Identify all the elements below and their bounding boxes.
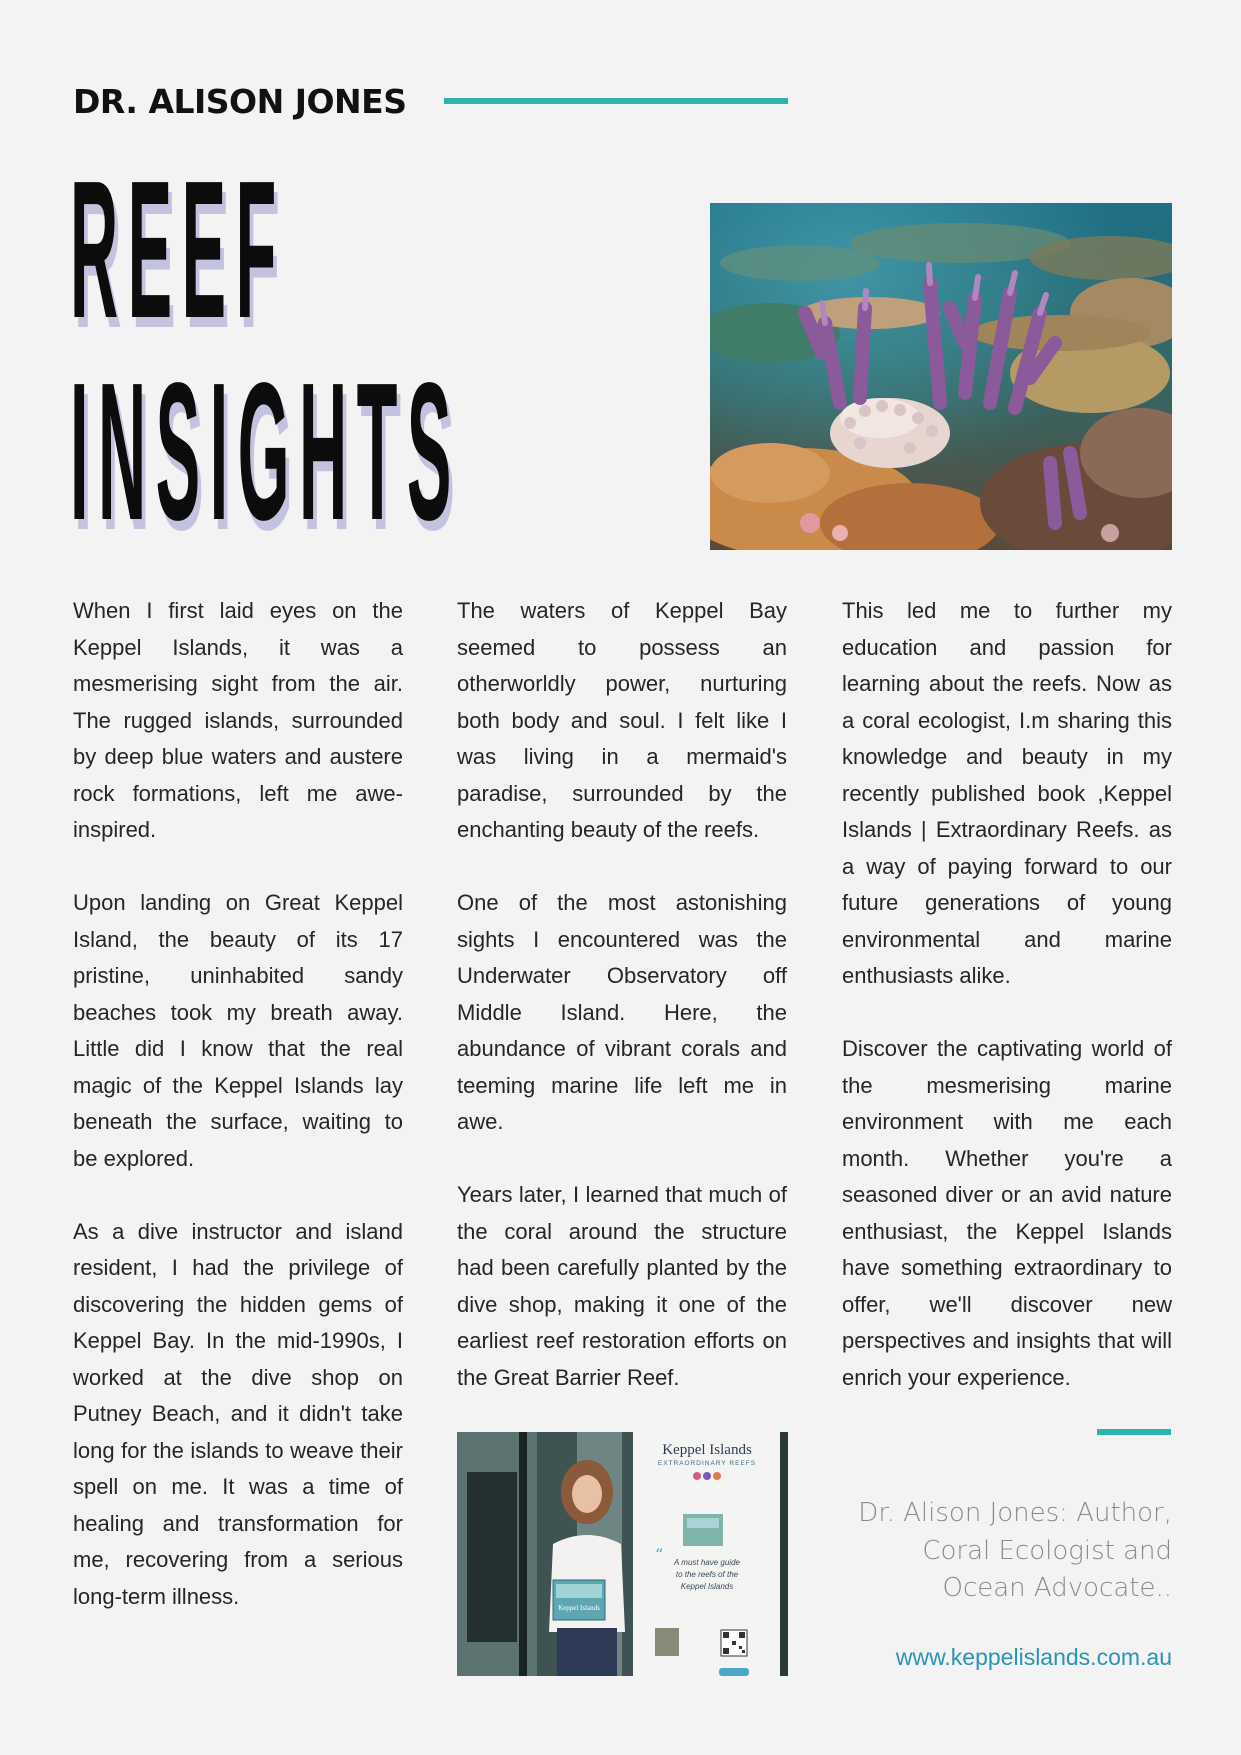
svg-text:“: “ <box>655 1545 664 1564</box>
paragraph: This led me to further my education and passion for learning about the reefs. Now as a coral ecologist, I.m sharing this knowledge and beauty in my recently published book ,Keppel Islands | Extraordinary Reefs. as a way of paying forward to our future generations of young environmental and marine enthusiasts alike. <box>842 598 1172 988</box>
paragraph: One of the most astonishing sights I encountered was the Underwater Observatory off Middle Island. Here, the abundance of vibrant corals and teeming marine life left me in awe. <box>457 890 787 1134</box>
paragraph: Discover the captivating world of the mesmerising marine environment with me each month. Whether you're a seasoned diver or an avid nature enthusiast, the Keppel Islands have something extraordinary to offer, we'll discover new perspectives and insights that will enrich your experience. <box>842 1036 1172 1390</box>
paragraph: Upon landing on Great Keppel Island, the beauty of its 17 pristine, uninhabited sandy beaches took my breath away. Little did I know that the real magic of the Keppel Islands lay beneath the surface, waiting to be explored. <box>73 890 403 1171</box>
signature-accent-rule <box>1097 1429 1171 1435</box>
paragraph: When I first laid eyes on the Keppel Islands, it was a mesmerising sight from the air. The rugged islands, surrounded by deep blue waters and austere rock formations, left me awe-inspired. <box>73 598 403 842</box>
title-line-reef <box>70 140 286 359</box>
column-3 <box>842 593 1172 1433</box>
column-1 <box>73 593 403 1652</box>
website-link[interactable]: www.keppelislands.com.au <box>895 1644 1172 1670</box>
banner-title: Keppel Islands <box>662 1442 752 1458</box>
author-with-book-photo <box>457 1432 788 1676</box>
banner-subtitle: EXTRAORDINARY REEFS <box>657 1460 757 1467</box>
column-2 <box>457 593 787 1433</box>
book-cover-title: Keppel Islands <box>558 1604 600 1612</box>
header-accent-rule <box>444 98 788 104</box>
signature-line: Coral Ecologist and <box>922 1535 1172 1566</box>
paragraph: Years later, I learned that much of the coral around the structure had been carefully planted by the dive shop, making it one of the earliest reef restoration efforts on the Great Barrier Reef. <box>457 1182 787 1390</box>
svg-text:A must have guide: A must have guide <box>674 1558 740 1567</box>
signature-line: Dr. Alison Jones: Author, <box>858 1498 1172 1528</box>
svg-text:Keppel Islands: Keppel Islands <box>680 1582 734 1591</box>
paragraph: As a dive instructor and island resident, I had the privilege of discovering the hidden gems of Keppel Bay. In the mid-1990s, I worked at the dive shop on Putney Beach, and it didn't take long for the islands to weave their spell on me. It was a time of healing and transformation for me, recovering from a serious long-term illness. <box>73 1218 403 1609</box>
coral-reef-photo <box>710 203 1172 550</box>
author-name: DR. ALISON JONES <box>73 82 407 121</box>
title-reef-text: REEF <box>70 140 286 359</box>
signature-line: Ocean Advocate.. <box>942 1573 1172 1603</box>
svg-text:to the reefs of the: to the reefs of the <box>675 1570 739 1579</box>
title-line-insights <box>70 342 461 561</box>
author-signature <box>820 1495 1172 1608</box>
title-insights-text: INSIGHTS <box>70 342 461 561</box>
paragraph: The waters of Keppel Bay seemed to possess an otherworldly power, nurturing both body and soul. I felt like I was living in a mermaid's paradise, surrounded by the enchanting beauty of the reefs. <box>457 598 787 842</box>
